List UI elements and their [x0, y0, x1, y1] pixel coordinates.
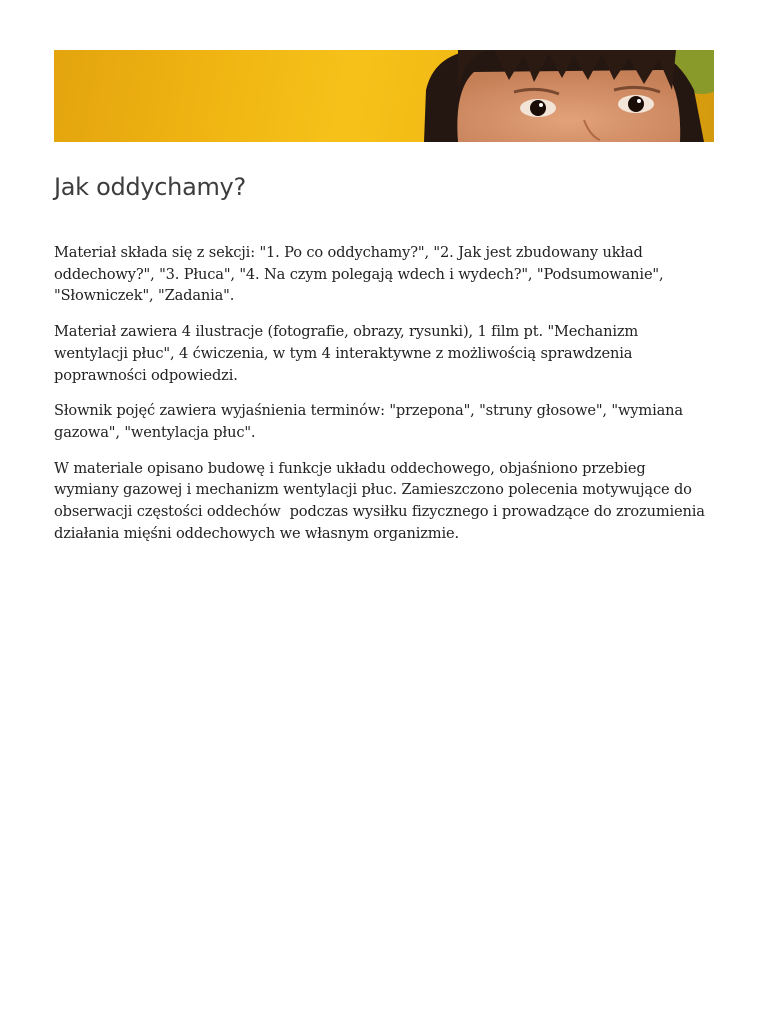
page-title: Jak oddychamy? — [54, 173, 246, 201]
child-face-photo — [54, 50, 714, 142]
header-banner-image — [54, 50, 714, 142]
description-body — [54, 242, 714, 558]
paragraph-glossary: Słownik pojęć zawiera wyjaśnienia terminów: "przepona", "struny głosowe", "wymiana gazowa", "wentylacja płuc". — [54, 402, 688, 441]
paragraph-sections: Materiał składa się z sekcji: "1. Po co oddychamy?", "2. Jak jest zbudowany układ oddechowy?", "3. Płuca", "4. Na czym polegają wdech i wydech?", "Podsumowanie", "Słowniczek", "Zadania". — [54, 244, 668, 305]
paragraph-materials: Materiał zawiera 4 ilustracje (fotografie, obrazy, rysunki), 1 film pt. "Mechanizm wentylacji płuc", 4 ćwiczenia, w tym 4 interaktywne z możliwością sprawdzenia poprawności odpowiedzi. — [54, 323, 643, 384]
paragraph-summary: W materiale opisano budowę i funkcje układu oddechowego, objaśniono przebieg wymiany gazowej i mechanizm wentylacji płuc. Zamieszczono polecenia motywujące do obserwacji częstości oddechów podczas wysiłku fizycznego i prowadzące do zrozumienia działania mięśni oddechowych we własnym organizmie. — [54, 459, 714, 542]
